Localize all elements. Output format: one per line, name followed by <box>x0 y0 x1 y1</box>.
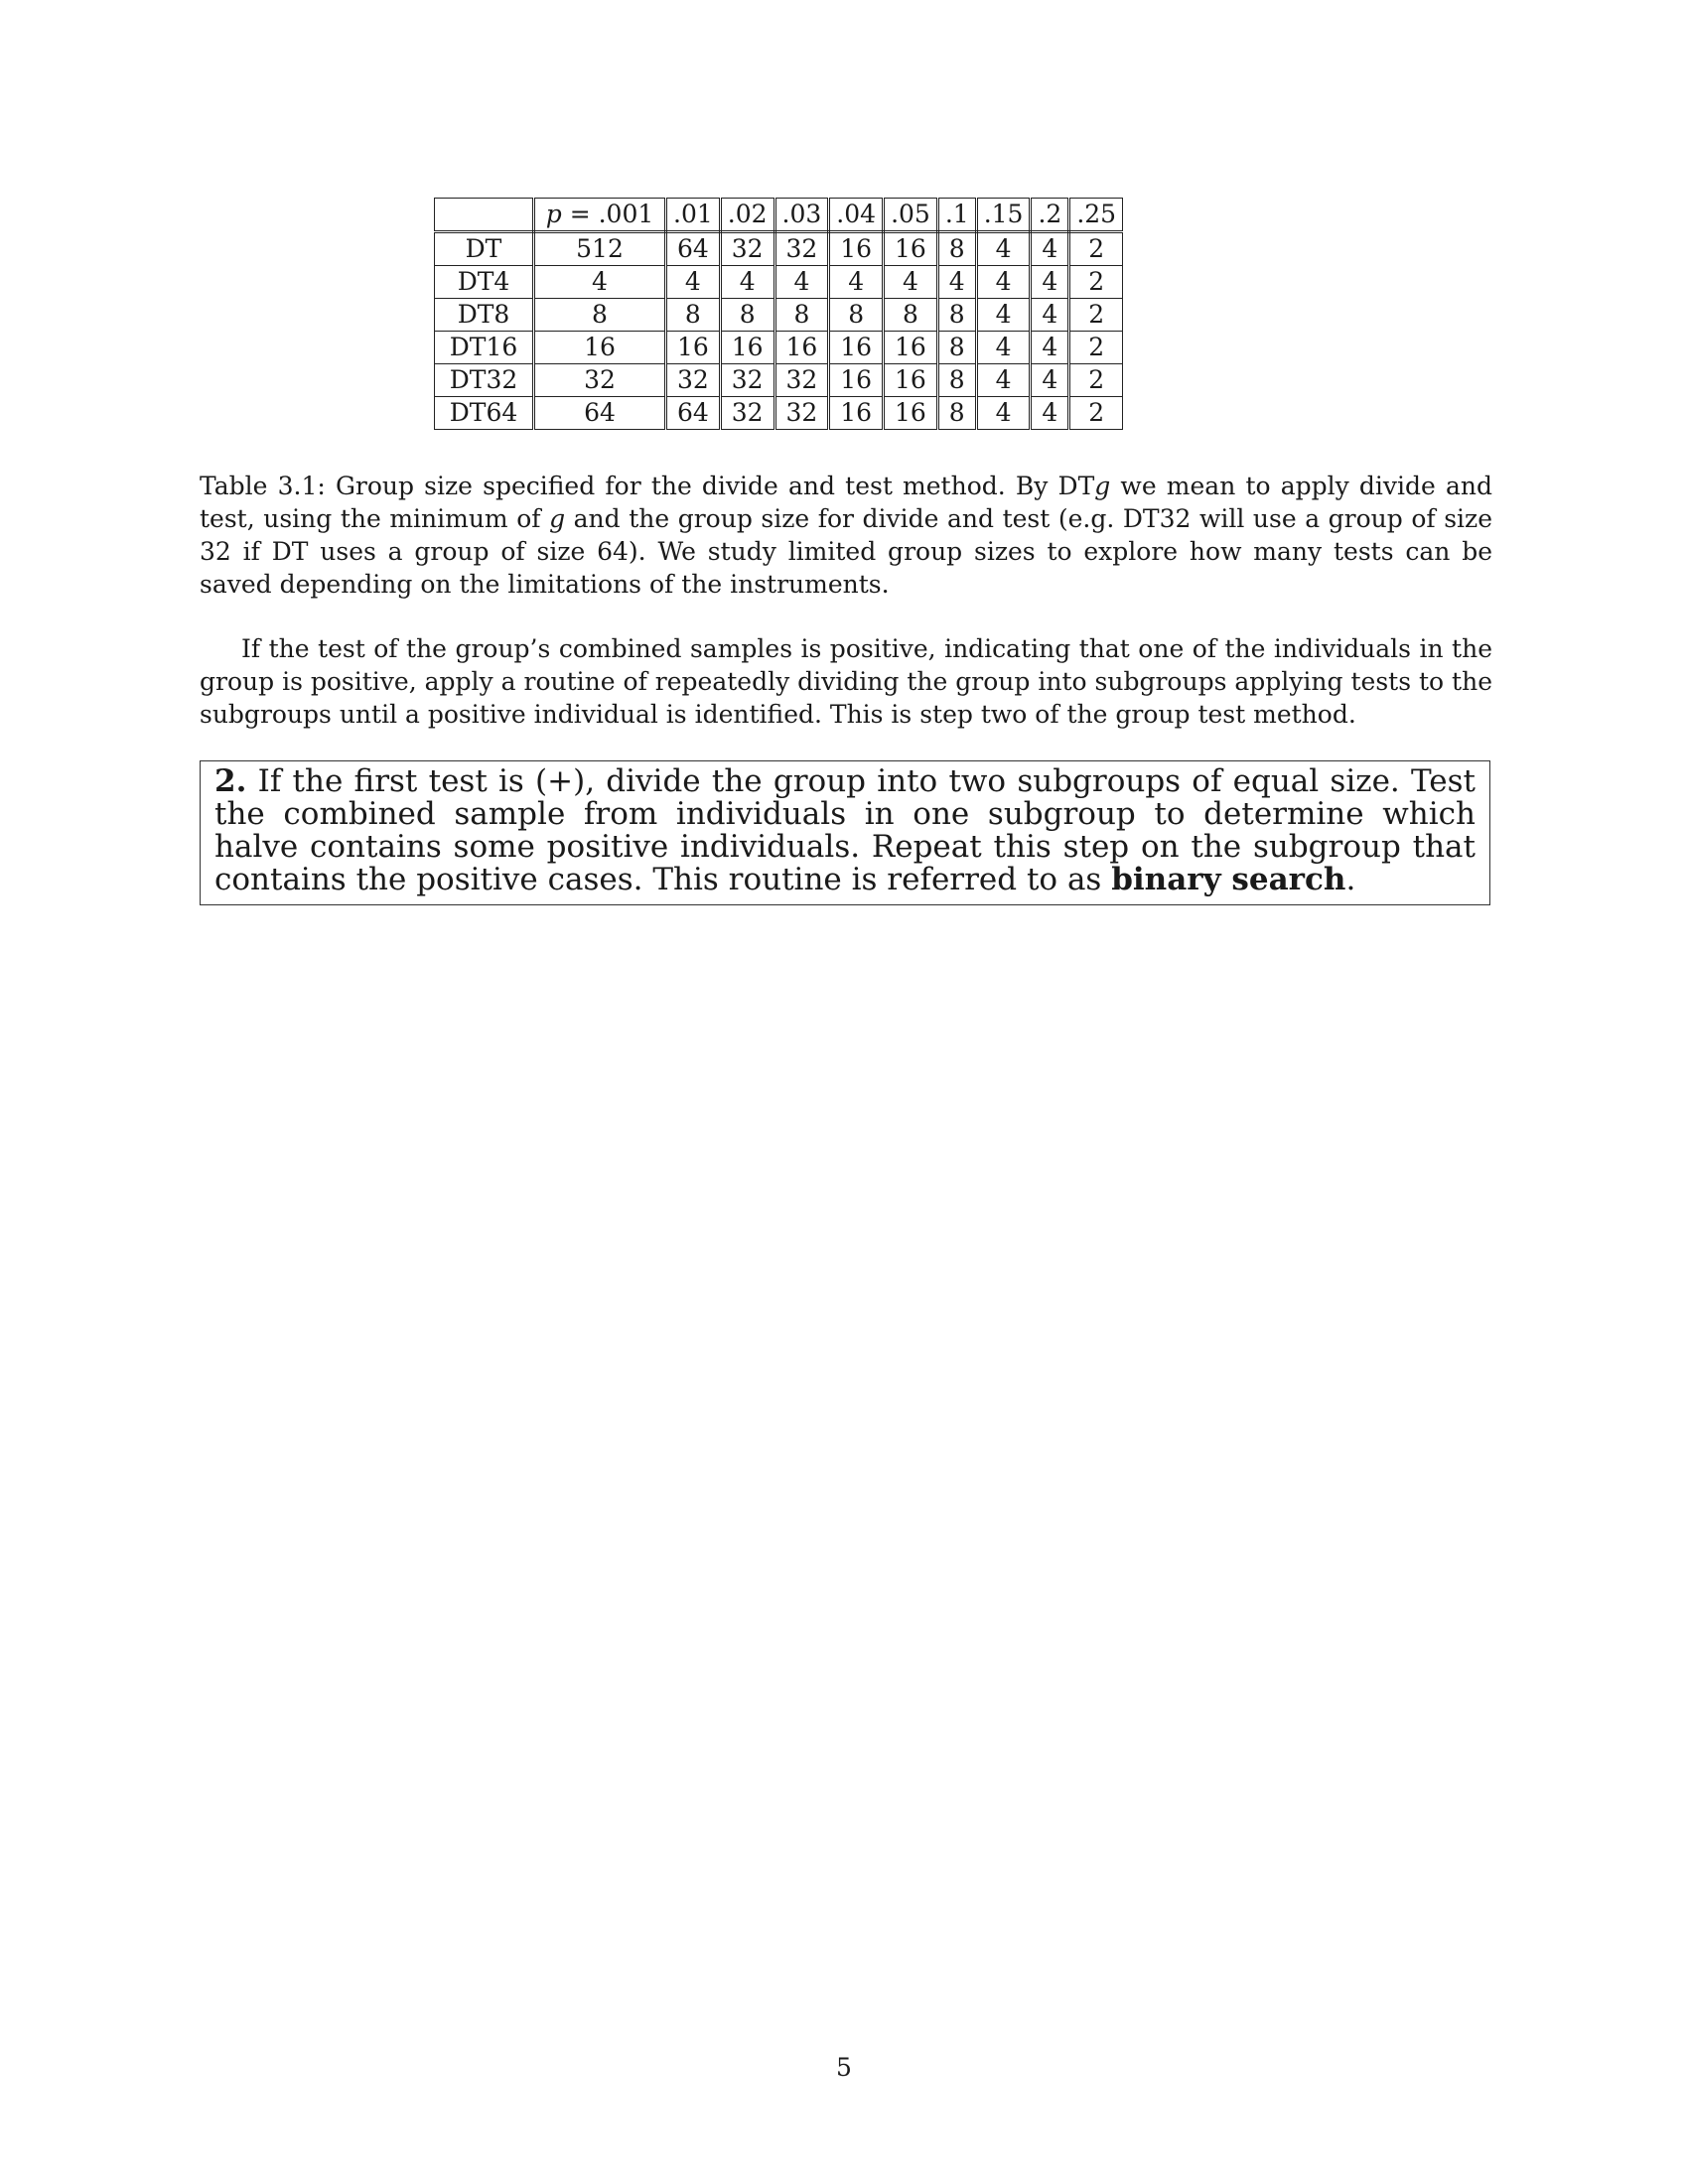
table-corner-cell <box>435 199 534 232</box>
table-cell: 32 <box>666 364 721 397</box>
table-caption <box>200 470 1492 601</box>
table-cell: 8 <box>937 232 976 266</box>
step-number: 2. <box>214 763 247 799</box>
table-cell: 2 <box>1069 266 1123 299</box>
table-cell: 8 <box>666 299 721 332</box>
step-text: If the first test is (+), divide the group into two subgroups of equal size. Test the combined sample from individuals in one subgroup to determine which halve contains some positive individuals. Repeat this step on the subgroup that contains the positive cases. This routine is referred to as <box>214 763 1476 897</box>
table-cell: 512 <box>534 232 666 266</box>
row-label: DT64 <box>435 397 534 430</box>
table-cell: 4 <box>1031 232 1069 266</box>
table-cell: 4 <box>937 266 976 299</box>
table-cell: 4 <box>976 332 1031 364</box>
step-end: . <box>1345 862 1356 897</box>
table-cell: 4 <box>976 397 1031 430</box>
table-cell: 2 <box>1069 364 1123 397</box>
table-header-cell: .2 <box>1031 199 1069 232</box>
table-cell: 4 <box>976 299 1031 332</box>
table-header-cell: .25 <box>1069 199 1123 232</box>
table-cell: 4 <box>1031 299 1069 332</box>
table-cell: 4 <box>884 266 938 299</box>
table-cell: 8 <box>937 332 976 364</box>
row-label: DT16 <box>435 332 534 364</box>
table-header-row <box>435 199 1123 232</box>
table-cell: 8 <box>774 299 829 332</box>
table-cell: 4 <box>976 232 1031 266</box>
body-paragraph: If the test of the group’s combined samples is positive, indicating that one of the individuals in the group is positive, apply a routine of repeatedly dividing the group into subgroups applying tests to the subgroups until a positive individual is identified. This is step two of the group test method. <box>200 634 1492 729</box>
table-cell: 2 <box>1069 299 1123 332</box>
p-first-value: .001 <box>598 200 654 228</box>
table-cell: 4 <box>720 266 774 299</box>
row-label: DT4 <box>435 266 534 299</box>
table-cell: 4 <box>666 266 721 299</box>
table-cell: 4 <box>1031 397 1069 430</box>
table-cell: 16 <box>884 232 938 266</box>
table-cell: 16 <box>829 364 884 397</box>
table-cell: 16 <box>884 332 938 364</box>
step-two-box <box>200 760 1490 905</box>
table-row <box>435 299 1123 332</box>
table-cell: 32 <box>720 364 774 397</box>
table-cell: 8 <box>937 299 976 332</box>
table-header-cell: .01 <box>666 199 721 232</box>
table-body <box>435 232 1123 430</box>
table-cell: 8 <box>937 397 976 430</box>
table-header-cell: .1 <box>937 199 976 232</box>
table-cell: 16 <box>884 397 938 430</box>
step-bold-term: binary search <box>1111 862 1346 897</box>
table-cell: 8 <box>884 299 938 332</box>
table-cell: 32 <box>720 232 774 266</box>
table-cell: 32 <box>774 364 829 397</box>
caption-var-g: g <box>1094 472 1111 500</box>
table-cell: 16 <box>884 364 938 397</box>
table-row <box>435 332 1123 364</box>
group-size-table <box>434 198 1123 430</box>
table-row <box>435 232 1123 266</box>
table-cell: 32 <box>774 397 829 430</box>
row-label: DT <box>435 232 534 266</box>
table-cell: 32 <box>720 397 774 430</box>
table-cell: 4 <box>1031 364 1069 397</box>
table-cell: 4 <box>1031 266 1069 299</box>
caption-var-g-2: g <box>549 504 566 533</box>
table-cell: 8 <box>534 299 666 332</box>
table-cell: 8 <box>937 364 976 397</box>
table-cell: 8 <box>720 299 774 332</box>
table-cell: 4 <box>1031 332 1069 364</box>
table-header-cell: .15 <box>976 199 1031 232</box>
caption-part-2: we mean to apply divide and test, using the minimum of <box>200 472 1492 533</box>
table-row <box>435 397 1123 430</box>
p-equals: = <box>561 200 599 228</box>
table-header-cell: .02 <box>720 199 774 232</box>
table-cell: 16 <box>720 332 774 364</box>
row-label: DT32 <box>435 364 534 397</box>
table-header-cell: .05 <box>884 199 938 232</box>
table-cell: 4 <box>774 266 829 299</box>
table-cell: 64 <box>666 397 721 430</box>
row-label: DT8 <box>435 299 534 332</box>
table-cell: 4 <box>829 266 884 299</box>
table-header-cell: .04 <box>829 199 884 232</box>
table-cell: 32 <box>534 364 666 397</box>
table-cell: 4 <box>976 364 1031 397</box>
table-cell: 4 <box>976 266 1031 299</box>
table-row <box>435 266 1123 299</box>
table-cell: 64 <box>534 397 666 430</box>
table-cell: 16 <box>774 332 829 364</box>
table-cell: 4 <box>534 266 666 299</box>
table-cell: 64 <box>666 232 721 266</box>
table-cell: 16 <box>829 397 884 430</box>
caption-part-1: Table 3.1: Group size specified for the divide and test method. By DT <box>200 472 1095 500</box>
table-cell: 32 <box>774 232 829 266</box>
table-cell: 8 <box>829 299 884 332</box>
caption-part-3: and the group size for divide and test (e.g. DT32 will use a group of size 32 if DT uses a group of size 64). We study limited group sizes to explore how many tests can be saved depending on the limitations of the instruments. <box>200 504 1492 599</box>
table-cell: 16 <box>534 332 666 364</box>
table-cell: 2 <box>1069 232 1123 266</box>
p-symbol: p <box>545 200 562 228</box>
table-cell: 16 <box>829 332 884 364</box>
table-header-cell <box>534 199 666 232</box>
table-header-cell: .03 <box>774 199 829 232</box>
page-number: 5 <box>836 2053 852 2082</box>
table-cell: 2 <box>1069 332 1123 364</box>
table-cell: 16 <box>829 232 884 266</box>
table-row <box>435 364 1123 397</box>
table-cell: 16 <box>666 332 721 364</box>
table-cell: 2 <box>1069 397 1123 430</box>
